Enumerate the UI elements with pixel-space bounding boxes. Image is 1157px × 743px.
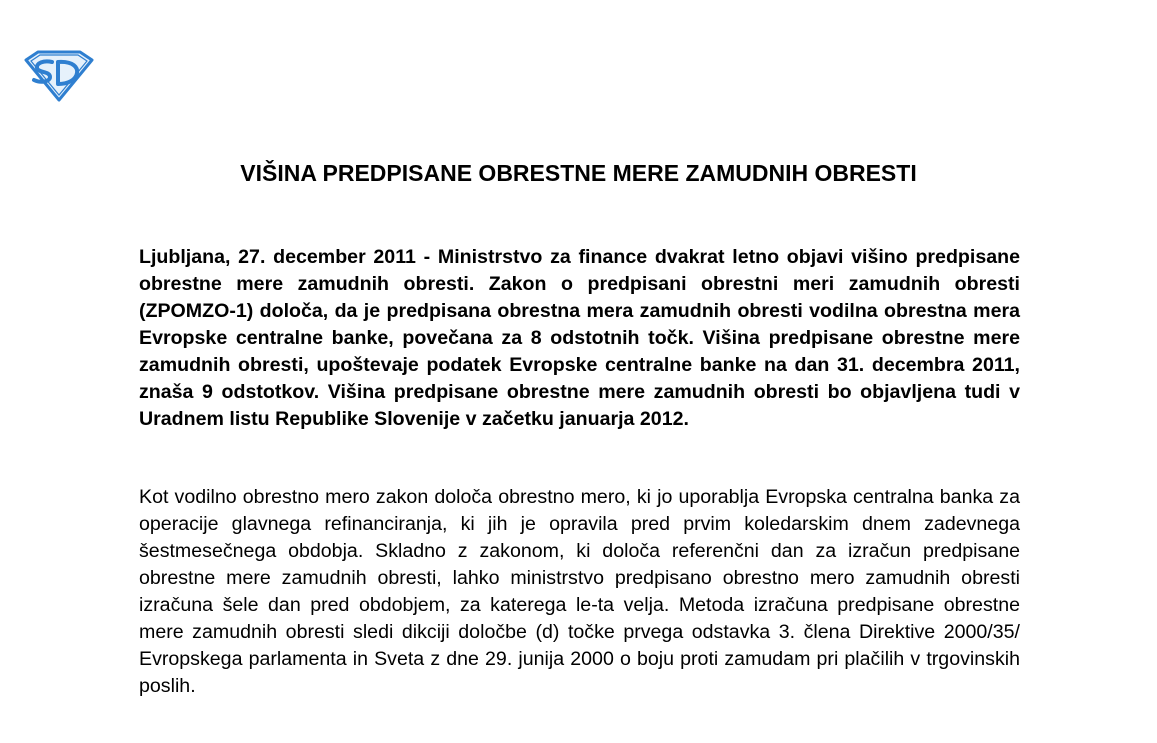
paragraph-announcement: Ljubljana, 27. december 2011 - Ministrstvo za finance dvakrat letno objavi višino predpisane obrestne mere zamudnih obresti. Zakon o predpisani obrestni meri zamudnih obresti (ZPOMZO-1) določa, da je predpisana obrestna mera zamudnih obresti vodilna obrestna mera Evropske centralne banke, povečana za 8 odstotnih točk. Višina predpisane obrestne mere zamudnih obresti, upoštevaje podatek Evropske centralne banke na dan 31. decembra 2011, znaša 9 odstotkov. Višina predpisane obrestne mere zamudnih obresti bo objavljena tudi v Uradnem listu Republike Slovenije v začetku januarja 2012.	[139, 246, 1020, 430]
sd-shield-logo-icon	[22, 50, 96, 102]
paragraph-methodology: Kot vodilno obrestno mero zakon določa obrestno mero, ki jo uporablja Evropska centralna banka za operacije glavnega refinanciranja, ki jih je opravila pred prvim koledarskim dnem zadevnega šestmesečnega obdobja. Skladno z zakonom, ki določa referenčni dan za izračun predpisane obrestne mere zamudnih obresti, lahko ministrstvo predpisano obrestno mero zamudnih obresti izračuna šele dan pred obdobjem, za katerega le-ta velja. Metoda izračuna predpisane obrestne mere zamudnih obresti sledi dikciji določbe (d) točke prvega odstavka 3. člena Direktive 2000/35/ Evropskega parlamenta in Sveta z dne 29. junija 2000 o boju proti zamudam pri plačilih v trgovinskih poslih.	[139, 486, 1020, 697]
document-title: VIŠINA PREDPISANE OBRESTNE MERE ZAMUDNIH OBRESTI	[240, 160, 917, 186]
